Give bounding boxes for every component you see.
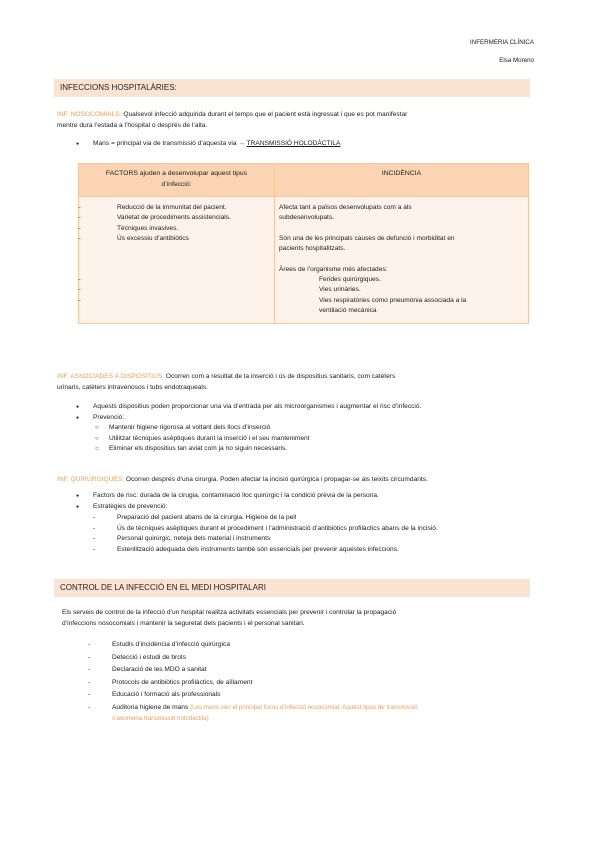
hand-hygiene-note: (Les mans són el principal focus d’infecció nosocomial. Aquest tipus de transmissió — [190, 703, 418, 711]
list-item: ● Mans = principal via de transmissió d’aquesta via → TRANSMISSIÓ HOLODÀCTILA — [76, 139, 526, 150]
list-item: - Auditoria higiene de mans (Les mans són el principal focus d’infecció nosocomial. Aquest tipus de transmissió s’anomena transmissió holodàctila) — [88, 703, 528, 724]
list-item: - Ús de tècniques asèptiques durant el procediment i l’administració d’antibiòtics profilàctics abans de la incisió. — [93, 524, 533, 535]
header-author: Elsa Moreno — [499, 57, 534, 64]
factor-item: - Tècniques invasives. — [93, 224, 266, 234]
list-item: ● Estratègies de prevenció: — [76, 502, 531, 513]
nosocomial-line1: Qualsevol infecció adquirida durant el temps que el pacient està ingressat i que es pot manifestar — [121, 111, 408, 118]
list-item: - Preparació del pacient abans de la cirurgia. Higiene de la pell — [93, 513, 533, 524]
list-item: - Estudis d’incidència d’infecció quirúrgica — [88, 640, 528, 651]
areas-title: Àrees de l’organisme més afectades: — [279, 265, 388, 273]
transmission-link-text: TRANSMISSIÓ HOLODÀCTILA — [246, 140, 341, 147]
list-item: ● Factors de risc: durada de la cirugia, contaminació lloc quirúrgic i la condició prèvia de la persona. — [76, 491, 531, 502]
list-item: - Educació i formació als professionals — [88, 690, 528, 701]
area-item: - Vies respiratòries como pneumònia associada a la ventilació mecànica — [295, 296, 520, 317]
surgical-strategies-list — [93, 513, 533, 555]
list-item: ○ Mantenir higiene rigorosa al voltant dels llocs d’inserció — [95, 423, 525, 434]
area-item: - Vies urinàries. — [295, 285, 520, 295]
list-item: - Detecció i estudi de brots — [88, 653, 528, 664]
nosocomial-line2: mentre dura l’estada a l’hospital o després de l’alta. — [57, 121, 208, 129]
surgical-bullets — [76, 491, 531, 512]
factor-item: - Reducció de la immunitat del pacient. — [93, 203, 266, 213]
control-intro: Els serveis de control de la infecció d’un hospital realitza activitats essencials per prevenir i controlar la propagació d’infeccions nosocomials i mantenir la seguretat dels pacients i el personal sanitari. — [62, 609, 397, 627]
factor-item: - Varietat de procediments assistencials. — [93, 213, 266, 223]
devices-paragraph: INF. ASSOCIADES A DISPOSITIUS: Ocorren com a resultat de la inserció i ús de dispositius sanitaris, com catèters urinaris, catèters intravenosos i tubs endotraqueals. — [57, 373, 396, 391]
list-item: ● Aquests dispositius poden proporcionar una via d’entrada per als microorganismes i augmentar el risc d’infecció. — [76, 402, 531, 413]
list-item: ○ Utilitzar tècniques asèptiques durant la inserció i el seu manteniment — [95, 434, 525, 445]
list-item: ● Prevenció: — [76, 413, 531, 424]
header-subject: INFERMERIA CLÍNICA — [470, 39, 534, 46]
list-item: - Personal quirúrgic, neteja dels material i instruments — [93, 534, 533, 545]
section-title-infections: INFECCIONS HOSPITALÀRIES: — [54, 79, 530, 97]
table-cell-factors — [79, 197, 275, 324]
nosocomial-paragraph — [57, 110, 527, 131]
surgical-label: INF. QUIRÚRGIQUES: — [57, 476, 125, 483]
devices-prevention-list — [95, 423, 525, 455]
control-activities-list — [88, 640, 528, 724]
factors-incidence-table — [78, 163, 529, 324]
table-cell-incidence: Afecta tant a països desenvolupats com a als subdesenvolupats. Són una de les principals causes de defunció i morbiditat en pacients hospitalitzats. Àrees de l’organisme més afectades: - Ferides quirúrgiques. - Vies urinàries. - Vies respiratòries como pneumònia associada a la ventilació mecànica — [275, 197, 529, 324]
nosocomial-bullets — [76, 139, 526, 150]
table-header-factors: FACTORS ajuden a desenvolupar aquest tipus d’infecció: — [79, 164, 275, 197]
factor-item: - Ús excessiu d’antibiòtics — [93, 234, 266, 244]
list-item: - Declaració de les MDO a sanitat — [88, 665, 528, 676]
area-item: - Ferides quirúrgiques. — [295, 275, 520, 285]
list-item: ○ Eliminar els dispositius tan aviat com ja no siguin necessaris. — [95, 444, 525, 455]
devices-label: INF. ASSOCIADES A DISPOSITIUS: — [57, 373, 164, 380]
list-item: - Protocols de antibiòtics profilàctics, de aïllament — [88, 678, 528, 689]
surgical-paragraph: INF. QUIRÚRGIQUES: Ocorren després d’una cirurgia. Poden afectar la incisió quirúrgica i propagar-se als teixits circumdants. — [57, 476, 428, 483]
section-title-control: CONTROL DE LA INFECCIÓ EN EL MEDI HOSPITALARI — [54, 579, 530, 597]
devices-bullets — [76, 402, 531, 423]
table-header-incidence: INCIDÈNCIA — [275, 164, 529, 197]
nosocomial-label: INF. NOSOCOMIALS: — [57, 111, 122, 118]
list-item: - Esterilització adequada dels instruments també són essencials per prevenir aquestes infeccions. — [93, 545, 533, 556]
